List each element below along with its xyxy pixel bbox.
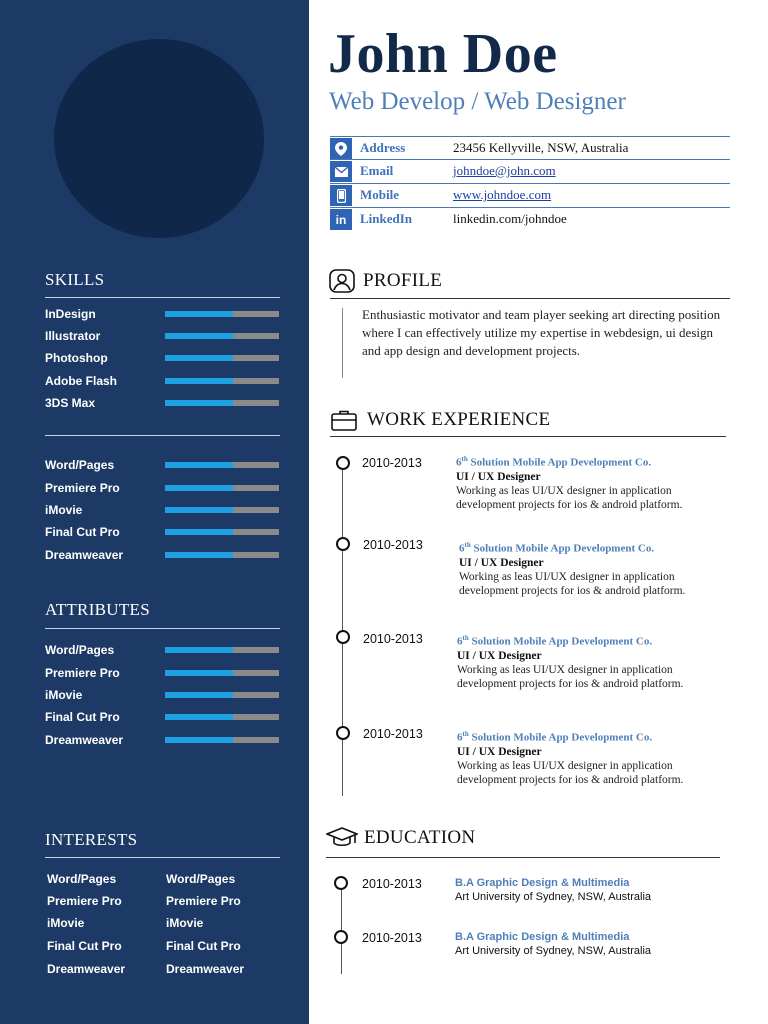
- work-divider: [330, 436, 726, 437]
- linkedin-icon: in: [330, 209, 352, 230]
- skill-level-bar: [165, 378, 279, 384]
- job-role: UI / UX Designer: [457, 745, 542, 758]
- skill-name: Word/Pages: [45, 458, 115, 472]
- skill-name: Photoshop: [45, 351, 108, 365]
- interest-item: iMovie: [166, 916, 204, 930]
- skill-row: [45, 457, 280, 475]
- timeline-dot: [336, 456, 350, 470]
- job-description: Working as leas UI/UX designer in application development projects for ios & android platform.: [457, 663, 684, 690]
- company-ordinal: th: [462, 730, 469, 738]
- skill-name: InDesign: [45, 307, 96, 321]
- skill-row: [45, 524, 280, 542]
- timeline-dot: [336, 537, 350, 551]
- graduation-cap-icon: [326, 827, 358, 854]
- skill-name: 3DS Max: [45, 396, 96, 410]
- work-timeline: [342, 462, 343, 796]
- skill-level-bar: [165, 647, 279, 653]
- work-date: 2010-2013: [362, 456, 422, 470]
- skill-level-bar: [165, 485, 279, 491]
- school-name: Art University of Sydney, NSW, Australia: [455, 891, 652, 903]
- briefcase-icon: [331, 409, 357, 436]
- skill-level-fill: [165, 400, 233, 406]
- contact-row-linkedin: [330, 208, 730, 232]
- company-number: 6: [456, 456, 462, 469]
- skills-divider: [45, 297, 280, 298]
- skill-level-bar: [165, 692, 279, 698]
- company-ordinal: th: [462, 634, 469, 642]
- skill-row: [45, 547, 280, 565]
- work-date: 2010-2013: [363, 538, 423, 552]
- interest-item: Word/Pages: [47, 872, 117, 886]
- skill-name: Final Cut Pro: [45, 525, 120, 539]
- skill-level-bar: [165, 714, 279, 720]
- contact-label: Address: [360, 140, 406, 155]
- company-name: [457, 727, 727, 745]
- skill-row: [45, 687, 280, 705]
- contact-row-email: [330, 160, 730, 184]
- job-role: UI / UX Designer: [457, 649, 542, 662]
- person-name: John Doe: [328, 23, 558, 85]
- skill-level-bar: [165, 670, 279, 676]
- timeline-dot: [334, 930, 348, 944]
- skill-level-fill: [165, 333, 233, 339]
- contact-label: Email: [360, 163, 394, 178]
- job-description: Working as leas UI/UX designer in application development projects for ios & android platform.: [456, 484, 683, 511]
- skill-name: Illustrator: [45, 329, 101, 343]
- skills-heading: SKILLS: [45, 270, 105, 289]
- profile-heading: PROFILE: [363, 270, 443, 291]
- work-entry: [456, 452, 726, 512]
- interest-item: Dreamweaver: [166, 962, 245, 976]
- skill-level-bar: [165, 462, 279, 468]
- timeline-dot: [336, 726, 350, 740]
- skill-row: [45, 395, 280, 413]
- work-entry: [459, 538, 729, 598]
- envelope-icon: [330, 161, 352, 182]
- interest-item: Premiere Pro: [166, 894, 241, 908]
- interest-item: Dreamweaver: [47, 962, 126, 976]
- skill-level-fill: [165, 692, 233, 698]
- skill-row: [45, 373, 280, 391]
- avatar: [54, 39, 264, 238]
- skills-divider-2: [45, 435, 280, 436]
- linkedin-value: linkedin.com/johndoe: [453, 211, 567, 226]
- job-title: Web Develop / Web Designer: [329, 88, 626, 115]
- email-link[interactable]: johndoe@john.com: [453, 163, 556, 178]
- address-value: 23456 Kellyville, NSW, Australia: [453, 140, 629, 155]
- company-name: [459, 538, 729, 556]
- education-divider: [326, 857, 720, 858]
- company-name-rest: Solution Mobile App Development Co.: [467, 456, 652, 469]
- education-date: 2010-2013: [362, 931, 422, 945]
- degree-name: B.A Graphic Design & Multimedia: [455, 931, 630, 943]
- interest-item: Word/Pages: [166, 872, 236, 886]
- skill-level-bar: [165, 355, 279, 361]
- company-name-rest: Solution Mobile App Development Co.: [468, 635, 653, 648]
- skill-name: iMovie: [45, 503, 83, 517]
- user-outline-icon: [329, 269, 355, 298]
- work-date: 2010-2013: [363, 727, 423, 741]
- skill-name: Final Cut Pro: [45, 710, 120, 724]
- company-ordinal: th: [464, 541, 471, 549]
- interest-item: Final Cut Pro: [47, 939, 122, 953]
- company-name-rest: Solution Mobile App Development Co.: [470, 542, 655, 555]
- work-entry: [457, 631, 727, 691]
- interest-item: Premiere Pro: [47, 894, 122, 908]
- skill-level-bar: [165, 552, 279, 558]
- company-number: 6: [459, 542, 465, 555]
- skill-row: [45, 732, 280, 750]
- skill-row: [45, 709, 280, 727]
- skill-level-bar: [165, 400, 279, 406]
- location-pin-icon: [330, 138, 352, 159]
- skill-level-bar: [165, 333, 279, 339]
- job-description: Working as leas UI/UX designer in application development projects for ios & android platform.: [459, 570, 686, 597]
- work-entry: [457, 727, 727, 787]
- profile-divider: [330, 298, 730, 299]
- interest-item: iMovie: [47, 916, 85, 930]
- education-date: 2010-2013: [362, 877, 422, 891]
- timeline-dot: [336, 630, 350, 644]
- skill-name: Word/Pages: [45, 643, 115, 657]
- education-entry: [455, 876, 651, 904]
- company-name: [457, 631, 727, 649]
- work-date: 2010-2013: [363, 632, 423, 646]
- degree-name: B.A Graphic Design & Multimedia: [455, 877, 630, 889]
- education-heading: EDUCATION: [364, 827, 476, 848]
- interests-heading: INTERESTS: [45, 830, 138, 849]
- timeline-dot: [334, 876, 348, 890]
- skill-row: [45, 665, 280, 683]
- skill-level-bar: [165, 311, 279, 317]
- sidebar: [0, 0, 309, 1024]
- profile-summary: Enthusiastic motivator and team player seeking art directing position where I can effectively utilize my expertise in webdesign, ui design and app design and development projects.: [362, 307, 721, 358]
- company-ordinal: th: [461, 455, 468, 463]
- skill-name: Premiere Pro: [45, 481, 120, 495]
- work-experience-heading: WORK EXPERIENCE: [367, 409, 551, 430]
- contact-row-mobile: [330, 184, 730, 208]
- skill-level-fill: [165, 647, 233, 653]
- skill-name: Dreamweaver: [45, 548, 124, 562]
- website-link[interactable]: www.johndoe.com: [453, 187, 552, 202]
- skill-level-fill: [165, 462, 233, 468]
- interest-item: Final Cut Pro: [166, 939, 241, 953]
- skill-name: Dreamweaver: [45, 733, 124, 747]
- skill-row: [45, 306, 280, 324]
- company-number: 6: [457, 731, 463, 744]
- company-name: [456, 452, 726, 470]
- skill-level-fill: [165, 714, 233, 720]
- skill-level-fill: [165, 507, 233, 513]
- skill-level-fill: [165, 737, 233, 743]
- skill-row: [45, 480, 280, 498]
- skill-level-fill: [165, 670, 233, 676]
- skill-level-fill: [165, 311, 233, 317]
- company-number: 6: [457, 635, 463, 648]
- skill-level-fill: [165, 529, 233, 535]
- contact-label: Mobile: [360, 187, 399, 202]
- job-role: UI / UX Designer: [459, 556, 544, 569]
- contact-label: LinkedIn: [360, 211, 413, 226]
- mobile-phone-icon: [330, 185, 352, 206]
- interests-divider: [45, 857, 280, 858]
- attributes-divider: [45, 628, 280, 629]
- skill-row: [45, 328, 280, 346]
- profile-accent-line: [342, 308, 343, 378]
- skill-row: [45, 642, 280, 660]
- contact-row-address: [330, 136, 730, 160]
- skill-level-fill: [165, 355, 233, 361]
- education-entry: [455, 930, 651, 958]
- education-timeline: [341, 882, 342, 974]
- skill-name: Adobe Flash: [45, 374, 118, 388]
- school-name: Art University of Sydney, NSW, Australia: [455, 945, 652, 957]
- skill-name: iMovie: [45, 688, 83, 702]
- skill-level-bar: [165, 529, 279, 535]
- skill-level-fill: [165, 485, 233, 491]
- job-role: UI / UX Designer: [456, 470, 541, 483]
- skill-level-fill: [165, 378, 233, 384]
- skill-row: [45, 502, 280, 520]
- skill-level-bar: [165, 507, 279, 513]
- skill-level-fill: [165, 552, 233, 558]
- company-name-rest: Solution Mobile App Development Co.: [468, 731, 653, 744]
- job-description: Working as leas UI/UX designer in application development projects for ios & android platform.: [457, 759, 684, 786]
- skill-level-bar: [165, 737, 279, 743]
- skill-name: Premiere Pro: [45, 666, 120, 680]
- attributes-heading: ATTRIBUTES: [45, 600, 150, 619]
- skill-row: [45, 350, 280, 368]
